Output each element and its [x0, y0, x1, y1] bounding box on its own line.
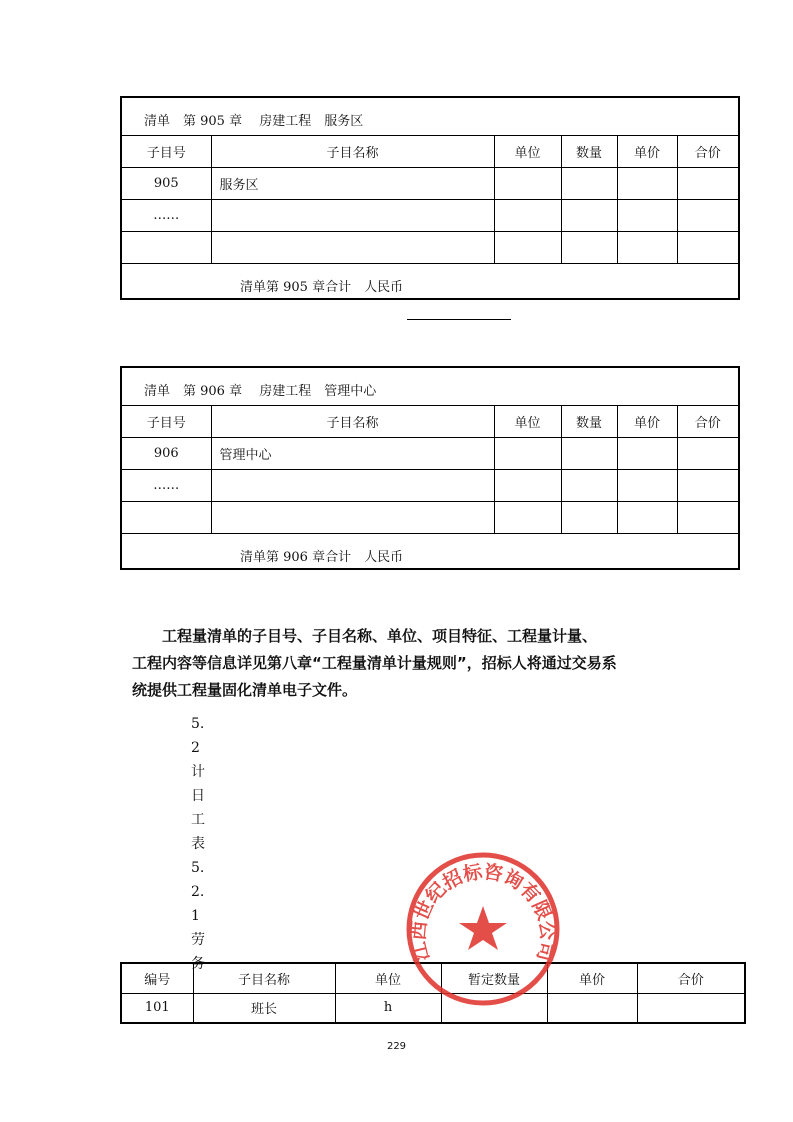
bill-table-905 — [120, 96, 740, 300]
table-row — [121, 469, 739, 501]
header-amount: 合价 — [677, 405, 739, 437]
header-name: 子目名称 — [211, 135, 494, 167]
table-title: 清单 第 906 章 房建工程 管理中心 — [121, 367, 739, 405]
table-row — [121, 231, 739, 263]
header-amount: 合价 — [677, 135, 739, 167]
paragraph-line: 工程量清单的子目号、子目名称、单位、项目特征、工程量计量、 — [162, 627, 598, 645]
header-code: 子目号 — [121, 405, 211, 437]
paragraph-line: 工程内容等信息详见第八章“工程量清单计量规则”，招标人将通过交易系 — [132, 654, 617, 672]
header-code: 子目号 — [121, 135, 211, 167]
heading-char: 务 — [191, 956, 205, 972]
header-price: 单价 — [547, 963, 637, 993]
header-qty: 暂定数量 — [441, 963, 547, 993]
header-amount: 合价 — [637, 963, 745, 993]
table-total: 清单第 906 章合计 人民币 — [121, 533, 739, 569]
header-name: 子目名称 — [211, 405, 494, 437]
table-row — [121, 993, 745, 1023]
row-amount — [677, 167, 739, 199]
heading-char: 工 — [191, 812, 205, 828]
row-qty — [561, 167, 617, 199]
heading-char: 表 — [191, 836, 205, 852]
row-qty — [441, 993, 547, 1023]
heading-char: 日 — [191, 788, 205, 804]
row-qty — [561, 437, 617, 469]
seal-text: 江西世纪招标咨询有限公司 — [407, 860, 559, 964]
heading-char: 计 — [191, 764, 205, 780]
header-unit: 单位 — [494, 405, 561, 437]
row-unit — [494, 437, 561, 469]
table-total: 清单第 905 章合计 人民币 — [121, 263, 739, 299]
row-code: 101 — [121, 993, 193, 1023]
row-price — [617, 167, 677, 199]
heading-char: 2. — [191, 884, 205, 900]
bill-table-906 — [120, 366, 740, 570]
note-paragraph — [132, 623, 622, 704]
row-unit: h — [335, 993, 441, 1023]
header-unit: 单位 — [335, 963, 441, 993]
divider-line — [407, 319, 511, 320]
paragraph-line: 统提供工程量固化清单电子文件。 — [132, 681, 358, 699]
row-price — [617, 437, 677, 469]
table-row — [121, 437, 739, 469]
row-amount — [677, 437, 739, 469]
labor-table — [120, 962, 746, 1024]
row-code: 905 — [121, 167, 211, 199]
header-name: 子目名称 — [193, 963, 335, 993]
row-amount — [637, 993, 745, 1023]
row-name: 服务区 — [211, 167, 494, 199]
header-price: 单价 — [617, 405, 677, 437]
heading-char: 5. — [191, 716, 205, 732]
row-name: 管理中心 — [211, 437, 494, 469]
header-price: 单价 — [617, 135, 677, 167]
table-row — [121, 501, 739, 533]
seal-star-icon — [459, 906, 507, 950]
page-number: 229 — [386, 1041, 407, 1052]
row-name — [211, 469, 494, 501]
heading-char: 2 — [191, 740, 200, 756]
row-code: …… — [121, 469, 211, 501]
row-name — [211, 199, 494, 231]
header-code: 编号 — [121, 963, 193, 993]
heading-char: 5. — [191, 860, 205, 876]
heading-char: 劳 — [191, 932, 205, 948]
table-row — [121, 199, 739, 231]
heading-char: 1 — [191, 908, 200, 924]
header-unit: 单位 — [494, 135, 561, 167]
header-qty: 数量 — [561, 405, 617, 437]
row-unit — [494, 167, 561, 199]
table-row — [121, 167, 739, 199]
row-price — [547, 993, 637, 1023]
section-heading-vertical — [191, 712, 211, 976]
table-title: 清单 第 905 章 房建工程 服务区 — [121, 97, 739, 135]
header-qty: 数量 — [561, 135, 617, 167]
row-code: 906 — [121, 437, 211, 469]
row-name: 班长 — [193, 993, 335, 1023]
row-code: …… — [121, 199, 211, 231]
